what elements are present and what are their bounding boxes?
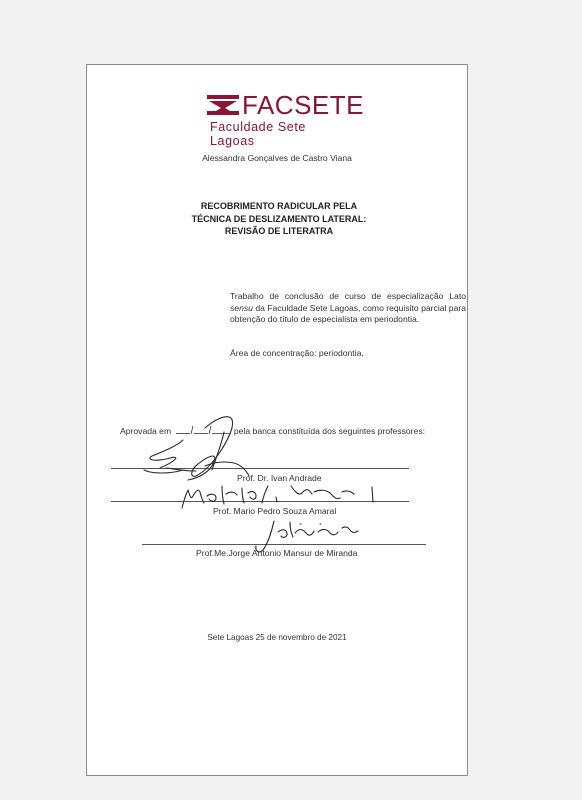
date-blank-field (174, 425, 232, 434)
purpose-text-1: Trabalho de conclusão de curso de especialização Lato (230, 291, 466, 301)
title-line: TÉCNICA DE DESLIZAMENTO LATERAL: (191, 213, 367, 224)
signature-line-1 (111, 468, 409, 469)
examiner-2-name: Prof. Mario Pedro Souza Amaral (213, 506, 337, 516)
approval-prefix: Aprovada em (120, 426, 172, 436)
purpose-paragraph (230, 291, 466, 326)
concentration-area: Área de concentração: periodontia. (230, 348, 364, 358)
footer-place-date: Sete Lagoas 25 de novembro de 2021 (207, 633, 347, 642)
author-name: Alessandra Gonçalves de Castro Viana (202, 153, 352, 163)
examiner-1-name: Prof. Dr. Ivan Andrade (237, 473, 322, 483)
document-title (176, 200, 382, 238)
approval-line (120, 425, 425, 436)
title-line: REVISÃO DE LITERATRA (224, 226, 334, 236)
signature-line-3 (142, 544, 426, 545)
title-line: RECOBRIMENTO RADICULAR PELA (200, 201, 358, 211)
facsete-logo-mark-icon (206, 94, 240, 116)
facsete-logo (202, 90, 364, 148)
examiner-3-name: Prof.Me.Jorge Antonio Mansur de Miranda (196, 548, 358, 558)
purpose-italic: sensu (230, 302, 253, 313)
purpose-text-2: da Faculdade Sete Lagoas, como requisito parcial para obtenção do título de especialista em periodontia. (230, 302, 467, 325)
approval-suffix: pela banca constituída dos seguintes professores: (233, 426, 425, 436)
logo-wordmark: FACSETE (242, 90, 364, 120)
document-page (86, 64, 468, 776)
logo-subtitle: Faculdade Sete Lagoas (210, 120, 306, 148)
signature-line-2 (111, 501, 409, 502)
